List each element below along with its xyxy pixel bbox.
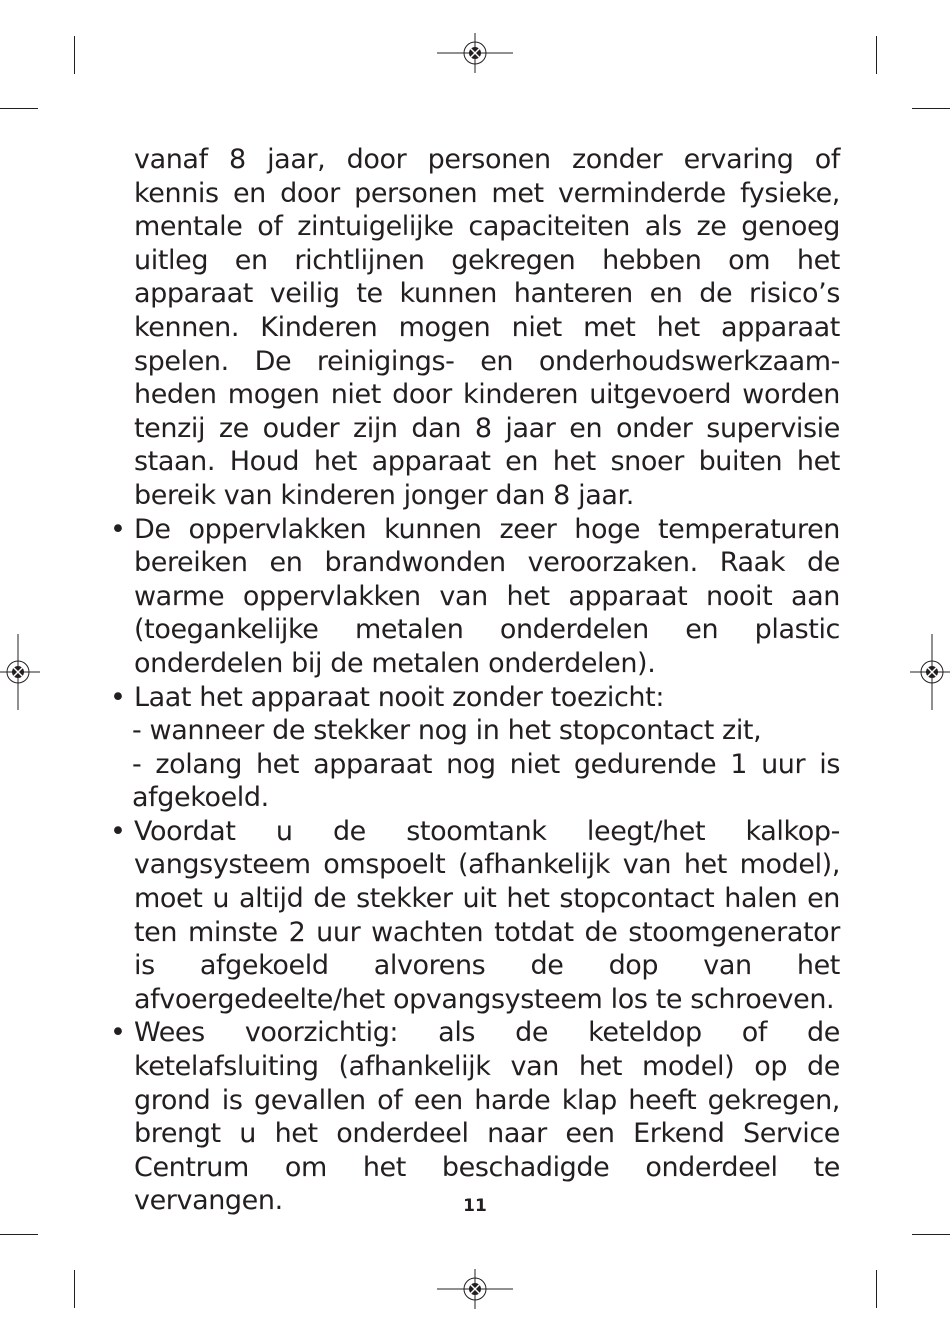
- registration-mark-icon: [437, 1269, 513, 1309]
- sub-list-item: - wanneer de stekker nog in het stopcontact zit,: [132, 715, 762, 747]
- bullet-icon: •: [110, 815, 126, 847]
- list-item-text: Wees voorzichtig: als de keteldop of de ketelafsluiting (afhankelijk van het model) op de grond is gevallen of een harde klap heeft gekregen, brengt u het onderdeel naar een Erkend Service Centrum om het beschadigde onderdeel te vervangen.: [134, 1017, 840, 1217]
- list-item: [108, 1016, 840, 1218]
- bullet-icon: •: [110, 681, 126, 713]
- crop-mark-top-left: [0, 108, 38, 109]
- crop-mark-top-right: [912, 108, 950, 109]
- page-number: 11: [463, 1196, 487, 1216]
- crop-mark-bottom-left: [74, 1270, 75, 1308]
- continuation-paragraph: vanaf 8 jaar, door personen zonder ervaring of kennis en door personen met verminderde fysieke, mentale of zintuigelijke capaciteiten als ze genoeg uitleg en richtlijnen gekregen hebben om het apparaat veilig te kunnen hanteren en de risico’s kennen. Kinderen mogen niet met het apparaat spelen. De reinigings- en onderhoudswerkzaam-heden mogen niet door kinderen uitgevoerd worden tenzij ze ouder zijn dan 8 jaar en onder supervisie staan. Houd het apparaat en het snoer buiten het bereik van kinderen jonger dan 8 jaar.: [134, 144, 840, 511]
- bullet-icon: •: [110, 513, 126, 545]
- sub-list-item: - zolang het apparaat nog niet gedurende 1 uur is afgekoeld.: [132, 748, 840, 814]
- crop-mark-bottom-right: [876, 1270, 877, 1308]
- list-item-text: De oppervlakken kunnen zeer hoge temperaturen bereiken en brandwonden veroorzaken. Raak de warme oppervlakken van het apparaat nooit aan (toegankelijke metalen onderdelen en plastic onderdelen bij de metalen onderdelen).: [134, 513, 840, 679]
- list-item-text: Voordat u de stoomtank leegt/het kalkop-vangsysteem omspoelt (afhankelijk van het model), moet u altijd de stekker uit het stopcontact halen en ten minste 2 uur wachten totdat de stoomgenerator is afgekoeld alvorens de dop van het afvoergedeelte/het opvangsysteem los te schroeven.: [134, 815, 840, 1015]
- list-item: [108, 513, 840, 681]
- list-item: [108, 681, 840, 715]
- list-item-text: Laat het apparaat nooit zonder toezicht:: [134, 681, 665, 713]
- crop-mark-top-left: [74, 36, 75, 74]
- registration-mark-icon: [910, 634, 950, 710]
- safety-instructions: [108, 143, 840, 1218]
- registration-mark-icon: [437, 33, 513, 73]
- crop-mark-bottom-left: [0, 1234, 38, 1235]
- list-item: [108, 815, 840, 1017]
- crop-mark-top-right: [876, 36, 877, 74]
- crop-mark-bottom-right: [912, 1234, 950, 1235]
- registration-mark-icon: [0, 634, 40, 710]
- bullet-icon: •: [110, 1017, 126, 1049]
